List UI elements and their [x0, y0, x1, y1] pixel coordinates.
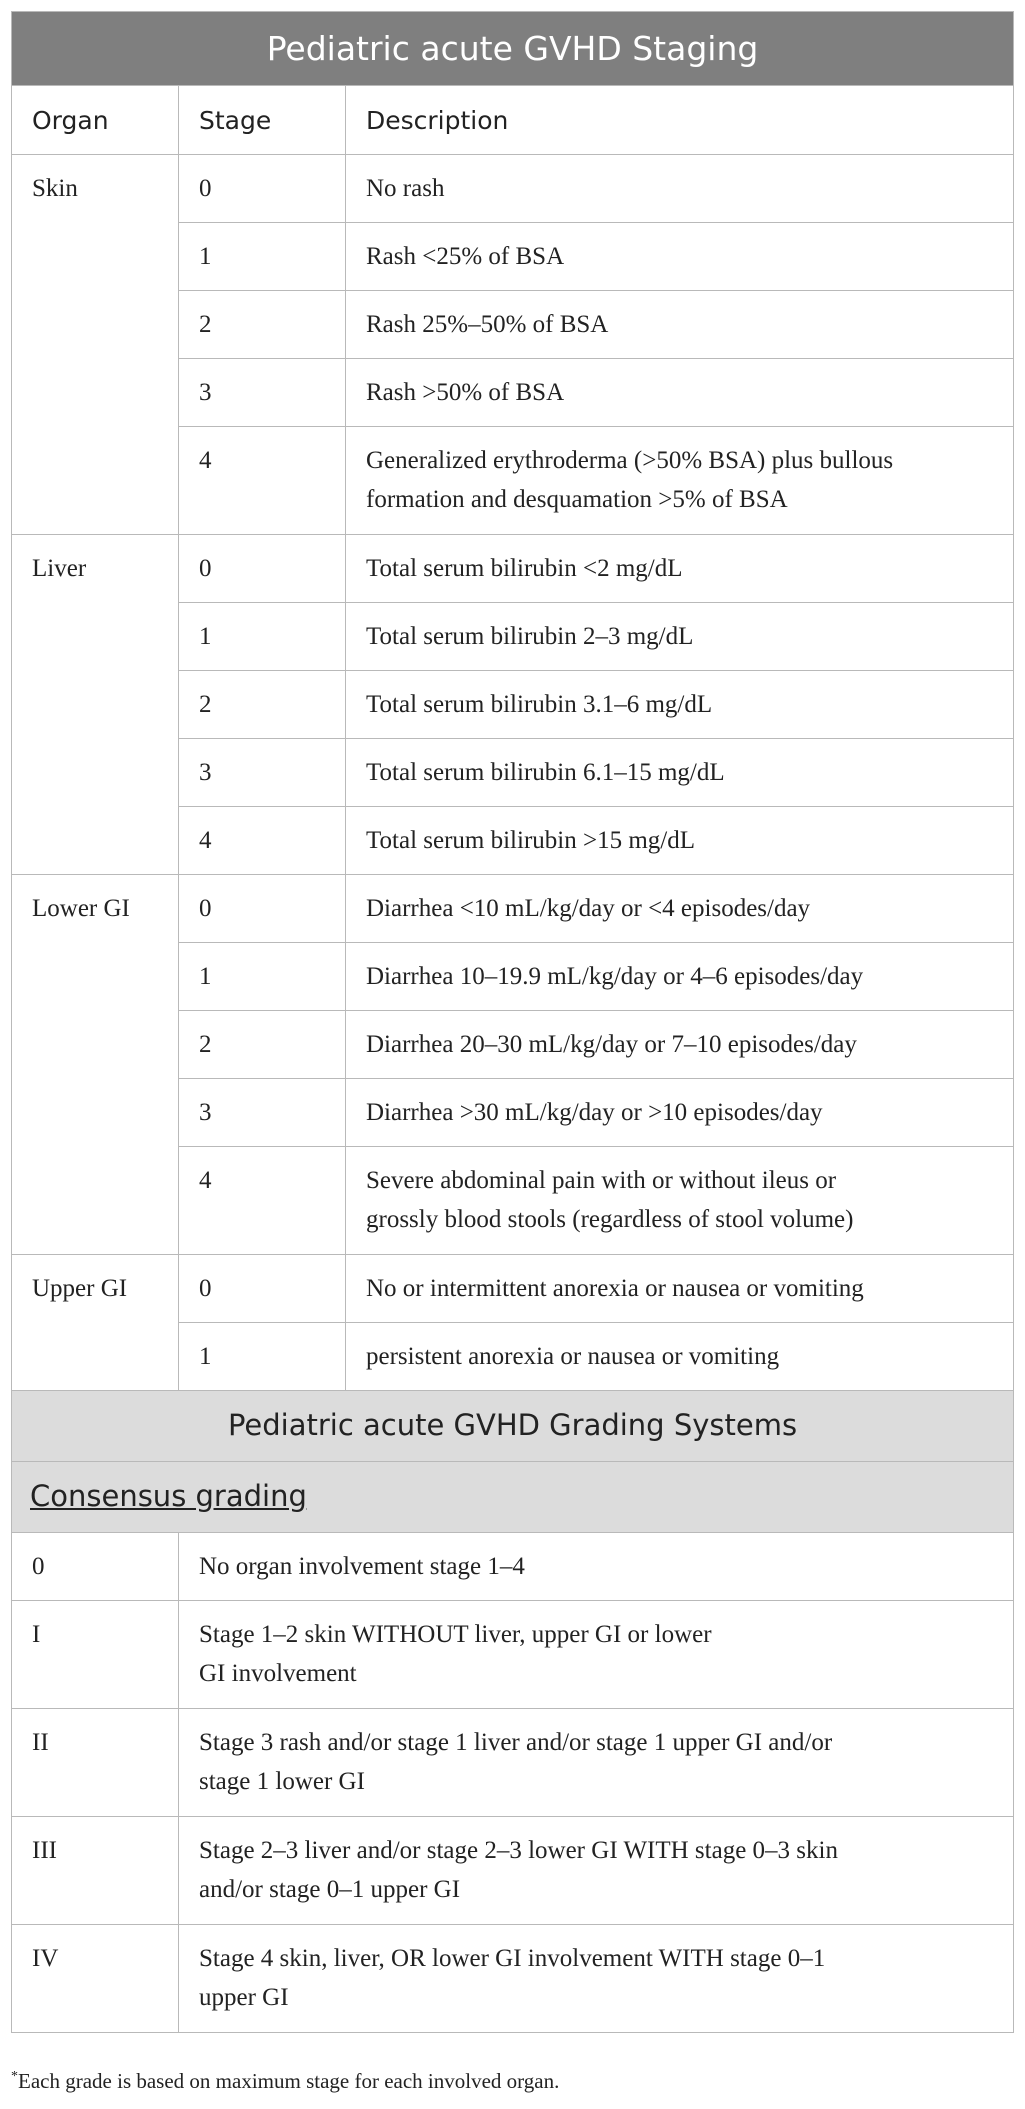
header-organ: Organ [12, 86, 179, 155]
grade-cell: III [12, 1816, 179, 1924]
stage-cell: 2 [179, 291, 346, 359]
grade-description-cell [179, 1532, 1014, 1600]
stage-cell: 1 [179, 603, 346, 671]
description-line: Rash 25%–50% of BSA [366, 311, 609, 338]
description-line: Rash <25% of BSA [366, 243, 565, 270]
grade-row [12, 1708, 1014, 1816]
description-line: persistent anorexia or nausea or vomiting [366, 1343, 780, 1370]
description-cell [346, 603, 1014, 671]
grade-description-line: stage 1 lower GI [199, 1767, 365, 1795]
footnote-marker: * [11, 2069, 18, 2084]
grading-title-row [12, 1390, 1014, 1461]
stage-cell: 0 [179, 875, 346, 943]
header-stage: Stage [179, 86, 346, 155]
description-cell [346, 1079, 1014, 1147]
staging-title-row [12, 12, 1014, 86]
stage-row [12, 875, 1014, 943]
description-line: Rash >50% of BSA [366, 379, 565, 406]
grade-description-cell [179, 1924, 1014, 2032]
description-line: Severe abdominal pain with or without ileus or [366, 1167, 837, 1194]
grade-cell: 0 [12, 1532, 179, 1600]
stage-cell: 1 [179, 943, 346, 1011]
consensus-grading-heading: Consensus grading [30, 1479, 307, 1513]
stage-cell: 0 [179, 1255, 346, 1323]
description-line: Total serum bilirubin <2 mg/dL [366, 555, 683, 582]
stage-row [12, 1255, 1014, 1323]
grade-description-line: Stage 2–3 liver and/or stage 2–3 lower GI WITH stage 0–3 skin [199, 1836, 838, 1864]
description-cell [346, 291, 1014, 359]
description-cell [346, 1323, 1014, 1391]
organ-cell: Lower GI [12, 875, 179, 1255]
description-line: Diarrhea 20–30 mL/kg/day or 7–10 episodes/day [366, 1031, 857, 1058]
description-line: Diarrhea 10–19.9 mL/kg/day or 4–6 episodes/day [366, 963, 864, 990]
description-cell [346, 223, 1014, 291]
grading-title: Pediatric acute GVHD Grading Systems [12, 1390, 1014, 1461]
grade-cell: IV [12, 1924, 179, 2032]
gvhd-staging-table [11, 11, 1014, 1391]
gvhd-grading-table [11, 1390, 1014, 2033]
column-header-row [12, 86, 1014, 155]
description-cell [346, 1011, 1014, 1079]
grade-description-line: Stage 3 rash and/or stage 1 liver and/or stage 1 upper GI and/or [199, 1728, 833, 1756]
grade-description-line: Stage 4 skin, liver, OR lower GI involvement WITH stage 0–1 [199, 1944, 826, 1972]
description-line: No or intermittent anorexia or nausea or vomiting [366, 1275, 864, 1302]
stage-cell: 4 [179, 1147, 346, 1255]
organ-cell: Skin [12, 155, 179, 535]
stage-row [12, 155, 1014, 223]
staging-title: Pediatric acute GVHD Staging [12, 12, 1014, 86]
consensus-row [12, 1461, 1014, 1532]
stage-row [12, 535, 1014, 603]
stage-cell: 4 [179, 427, 346, 535]
stage-cell: 1 [179, 223, 346, 291]
description-line: Total serum bilirubin >15 mg/dL [366, 827, 695, 854]
stage-cell: 1 [179, 1323, 346, 1391]
description-line: No rash [366, 175, 445, 202]
grade-description-cell [179, 1708, 1014, 1816]
description-cell [346, 155, 1014, 223]
grade-description-line: GI involvement [199, 1659, 357, 1687]
description-cell [346, 1255, 1014, 1323]
description-cell [346, 359, 1014, 427]
description-cell [346, 943, 1014, 1011]
description-cell [346, 671, 1014, 739]
stage-cell: 2 [179, 671, 346, 739]
description-cell [346, 1147, 1014, 1255]
description-line: Diarrhea <10 mL/kg/day or <4 episodes/day [366, 895, 811, 922]
description-cell [346, 875, 1014, 943]
gvhd-table-container [11, 11, 1013, 2033]
description-line: Total serum bilirubin 2–3 mg/dL [366, 623, 694, 650]
description-line: grossly blood stools (regardless of stool volume) [366, 1206, 854, 1233]
description-line: Diarrhea >30 mL/kg/day or >10 episodes/day [366, 1099, 823, 1126]
grade-cell: I [12, 1600, 179, 1708]
description-line: Generalized erythroderma (>50% BSA) plus bullous [366, 447, 894, 474]
grade-description-line: No organ involvement stage 1–4 [199, 1552, 525, 1580]
stage-cell: 2 [179, 1011, 346, 1079]
stage-cell: 3 [179, 1079, 346, 1147]
header-description: Description [346, 86, 1014, 155]
footnote [11, 2069, 559, 2094]
grade-description-cell [179, 1600, 1014, 1708]
grade-description-line: and/or stage 0–1 upper GI [199, 1875, 461, 1903]
stage-cell: 4 [179, 807, 346, 875]
grade-description-line: Stage 1–2 skin WITHOUT liver, upper GI or lower [199, 1620, 712, 1648]
footnote-text: Each grade is based on maximum stage for each involved organ. [18, 2069, 560, 2093]
description-cell [346, 427, 1014, 535]
organ-cell: Upper GI [12, 1255, 179, 1391]
organ-cell: Liver [12, 535, 179, 875]
description-line: Total serum bilirubin 6.1–15 mg/dL [366, 759, 725, 786]
stage-cell: 3 [179, 359, 346, 427]
stage-cell: 3 [179, 739, 346, 807]
description-cell [346, 535, 1014, 603]
stage-cell: 0 [179, 535, 346, 603]
stage-cell: 0 [179, 155, 346, 223]
grade-cell: II [12, 1708, 179, 1816]
grade-row [12, 1600, 1014, 1708]
grade-description-line: upper GI [199, 1983, 289, 2011]
description-cell [346, 739, 1014, 807]
description-line: formation and desquamation >5% of BSA [366, 486, 788, 513]
grade-row [12, 1816, 1014, 1924]
grade-row [12, 1924, 1014, 2032]
grade-row [12, 1532, 1014, 1600]
description-cell [346, 807, 1014, 875]
description-line: Total serum bilirubin 3.1–6 mg/dL [366, 691, 713, 718]
grade-description-cell [179, 1816, 1014, 1924]
